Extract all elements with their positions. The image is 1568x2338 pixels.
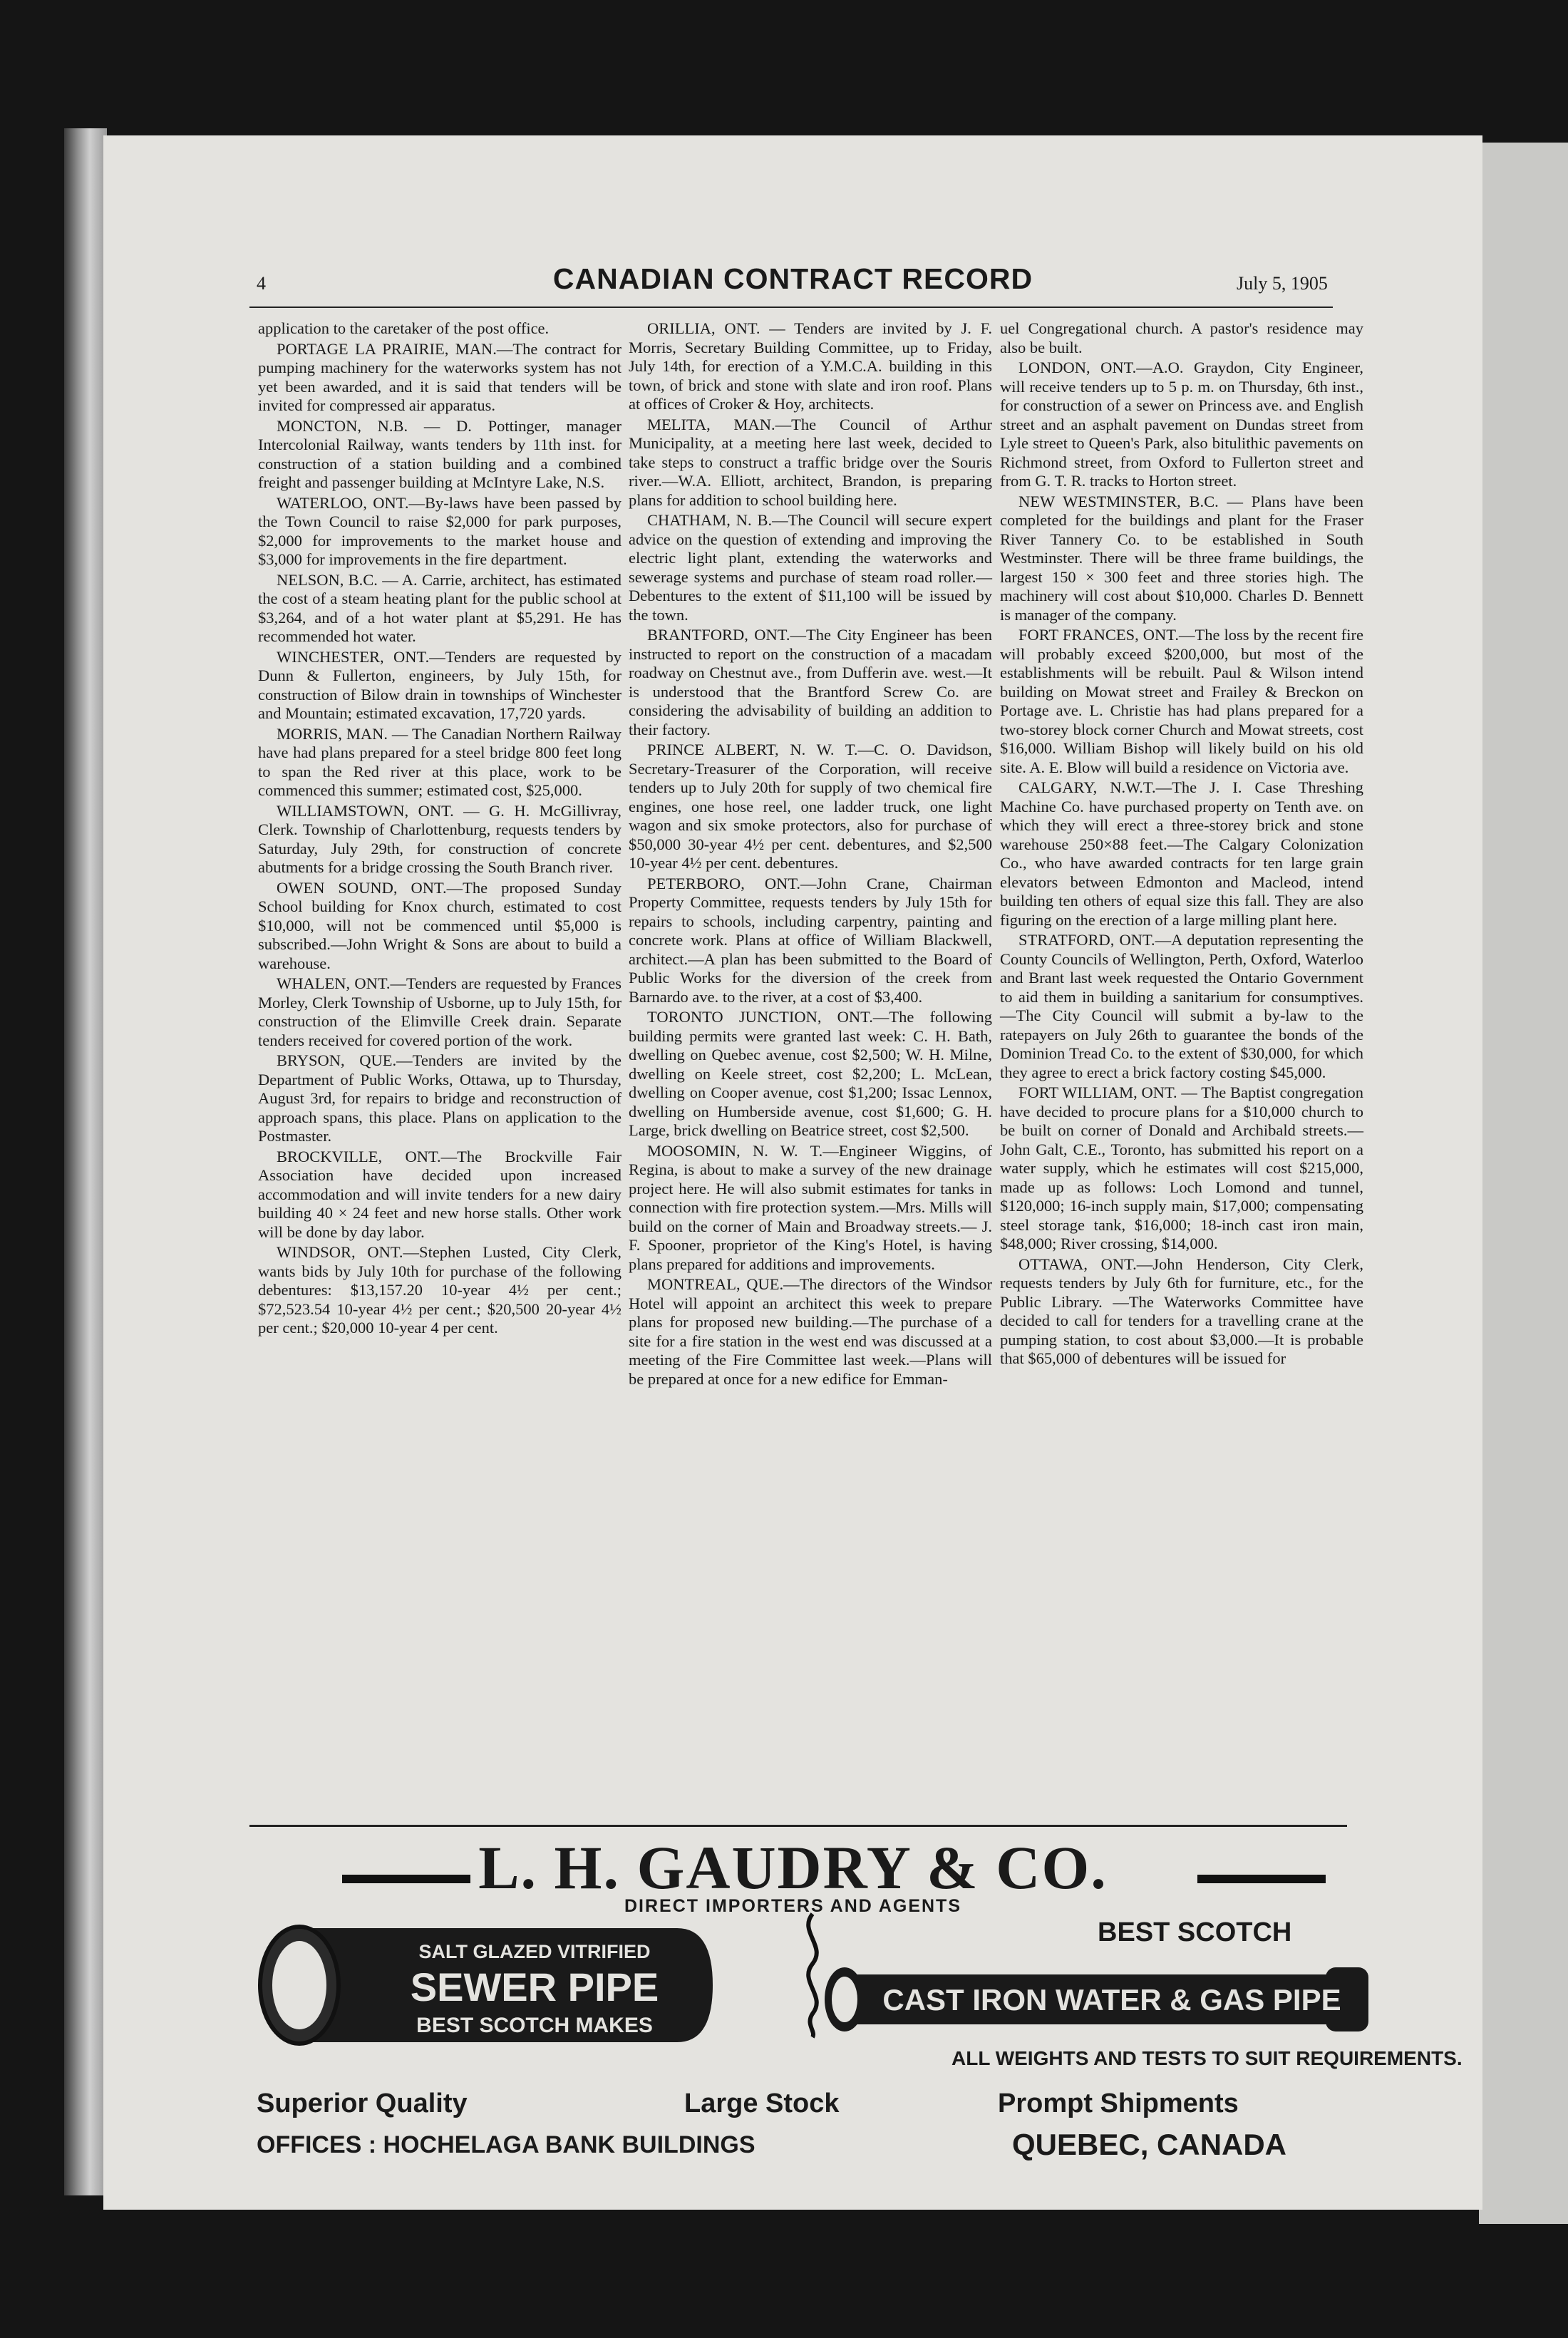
location: QUEBEC, CANADA <box>1012 2128 1287 2161</box>
page-number: 4 <box>257 273 266 294</box>
advertiser-subtitle: DIRECT IMPORTERS AND AGENTS <box>624 1896 961 1916</box>
prompt-shipments: Prompt Shipments <box>998 2089 1239 2118</box>
best-scotch-label: BEST SCOTCH <box>1098 1917 1292 1947</box>
sewer-pipe-illustration <box>257 1914 727 2056</box>
column-3 <box>1000 319 1363 1370</box>
news-item: WILLIAMSTOWN, ONT. — G. H. McGillivray, Clerk. Township of Charlottenburg, requests tenders by Saturday, July 29th, for construction of concrete abutments for a bridge crossing the South Branch river. <box>258 801 621 876</box>
news-item: LONDON, ONT.—A.O. Graydon, City Engineer, will receive tenders up to 5 p. m. on Thursday, 6th inst., for construction of a sewer on Princess ave. and English street and an asphalt pavement on Dundas street from Lyle street to Queen's Park, also bitulithic pavements on Richmond street, from Oxford to Fullerton street and from G. T. R. tracks to Horton street. <box>1000 359 1363 490</box>
header-rule <box>249 307 1333 308</box>
superior-quality: Superior Quality <box>257 2089 468 2118</box>
pipe1-bottom-text: BEST SCOTCH MAKES <box>416 2014 653 2037</box>
news-item: STRATFORD, ONT.—A deputation representing the County Councils of Wellington, Perth, Oxford, Waterloo and Brant last week requested the Ontario Government to aid them in building a sanitarium for consumptives.—The City Council will submit a by-law to the ratepayers on July 26th to guarantee the bonds of the Dominion Tread Co. to the extent of $30,000, for which they agree to erect a brick factory costing $45,000. <box>1000 931 1363 1081</box>
advertiser-name: L. H. GAUDRY & CO. <box>478 1833 1108 1902</box>
news-item: CHATHAM, N. B.—The Council will secure expert advice on the question of extending and improving the electric light plant, extending the waterworks and sewerage systems and purchase of steam road roller.—Debentures to the extent of $11,100 will be issued by the town. <box>629 511 992 624</box>
news-item: application to the caretaker of the post office. <box>258 319 550 337</box>
news-item: FORT FRANCES, ONT.—The loss by the recent fire will probably exceed $200,000, but most of the establishments will be rebuilt. Paul & Wilson intend building on Mowat street and Frailey & Breckon on Portage ave. L. Christie has had plans prepared for a two-storey block corner Church and Mowat streets, cost $16,000. William Bishop will likely build on his old site. A. E. Blow will build a residence on Victoria ave. <box>1000 626 1363 776</box>
book-spine-edge <box>64 128 107 2195</box>
large-stock: Large Stock <box>684 2089 840 2118</box>
news-item: OTTAWA, ONT.—John Henderson, City Clerk, requests tenders by July 6th for furniture, etc., for the Public Library. —The Waterworks Committee have decided to call for tenders for a travelling crane at the pumping station, to cost about $3,000.—It is probable that $65,000 of debentures will be issued for <box>1000 1255 1363 1367</box>
adjacent-page-edge <box>1479 143 1568 2224</box>
column-2 <box>629 319 992 1390</box>
news-item: OWEN SOUND, ONT.—The proposed Sunday School building for Knox church, estimated to cost $10,000, will not be commenced until $5,000 is subscribed.—John Wright & Sons are about to build a warehouse. <box>258 878 621 972</box>
advertisement-rule <box>249 1825 1347 1827</box>
news-item: WHALEN, ONT.—Tenders are requested by Frances Morley, Clerk Township of Usborne, up to July 15th, for construction of the Elimville Creek drain. Separate tenders received for covered portion of the work. <box>258 974 621 1049</box>
news-item: PETERBORO, ONT.—John Crane, Chairman Property Committee, requests tenders by July 15th for repairs to schools, including carpentry, painting and concrete work. Plans at office of William Blackwell, architect.—A plan has been submitted to the Board of Public Works for the diversion of the creek from Barnardo ave. to the river, at a cost of $3,400. <box>629 874 992 1006</box>
column-1 <box>258 319 621 1339</box>
news-item: WATERLOO, ONT.—By-laws have been passed by the Town Council to raise $2,000 for park purposes, $2,000 for improvements to the market house and $3,000 for improvements in the fire department. <box>258 493 621 568</box>
pipe1-top-text: SALT GLAZED VITRIFIED <box>418 1941 651 1962</box>
news-item: MONCTON, N.B. — D. Pottinger, manager Intercolonial Railway, wants tenders by 11th inst. for construction of a station building and a combined freight and passenger building at McIntyre Lake, N.S. <box>258 416 621 491</box>
newspaper-page <box>103 135 1482 2210</box>
cast-iron-pipe-illustration <box>816 1960 1379 2039</box>
news-item: PORTAGE LA PRAIRIE, MAN.—The contract for pumping machinery for the waterworks system has not yet been awarded, and it is said that tenders will be invited for compressed air apparatus. <box>258 339 621 414</box>
page-title: CANADIAN CONTRACT RECORD <box>552 262 1033 295</box>
news-item: MELITA, MAN.—The Council of Arthur Municipality, at a meeting here last week, decided to take steps to construct a traffic bridge over the Souris river.—W.A. Elliott, architect, Brandon, is preparing plans for addition to school building here. <box>629 415 992 509</box>
news-item: NEW WESTMINSTER, B.C. — Plans have been completed for the buildings and plant for the Fraser River Tannery Co. to be established in South Westminster. There will be three frame buildings, the largest 150 × 300 feet and three stories high. The machinery will cost about $10,000. Charles D. Bennett is manager of the company. <box>1000 492 1363 624</box>
offices-address: OFFICES : HOCHELAGA BANK BUILDINGS <box>257 2131 755 2158</box>
pipe1-main-text: SEWER PIPE <box>410 1964 659 2009</box>
news-item: uel Congregational church. A pastor's residence may also be built. <box>1000 319 1363 356</box>
news-item: WINDSOR, ONT.—Stephen Lusted, City Clerk, wants bids by July 10th for purchase of the following debentures: $13,157.20 10-year 4½ per cent.; $72,523.54 10-year 4½ per cent.; $20,500 20-year 4½ per cent.; $20,000 10-year 4 per cent. <box>258 1243 621 1337</box>
news-item: TORONTO JUNCTION, ONT.—The following building permits were granted last week: C. H. Bath, dwelling on Quebec avenue, cost $2,500; W. H. Milne, dwelling on Keele street, cost $2,200; L. McLean, dwelling on Cooper avenue, cost $1,200; Issac Lennox, dwelling on Humberside avenue, cost $1,600; G. H. Large, brick dwelling on Beatrice street, cost $2,500. <box>629 1008 992 1139</box>
weights-note: ALL WEIGHTS AND TESTS TO SUIT REQUIREMENTS. <box>951 2047 1463 2069</box>
news-item: MONTREAL, QUE.—The directors of the Windsor Hotel will appoint an architect this week to prepare plans for proposed new building.—The purchase of a site for a fire station in the west end was discussed at a meeting of the Fire Committee last week.—Plans will be prepared at once for a new edifice for Emman- <box>629 1275 992 1388</box>
pipe2-main-text: CAST IRON WATER & GAS PIPE <box>882 1983 1341 2017</box>
news-item: BROCKVILLE, ONT.—The Brockville Fair Association have decided upon increased accommodation and will invite tenders for a new dairy building 40 × 24 feet and new horse stalls. Other work will be done by day labor. <box>258 1147 621 1241</box>
news-item: WINCHESTER, ONT.—Tenders are requested by Dunn & Fullerton, engineers, by July 15th, for construction of Bilow drain in townships of Winchester and Mountain; estimated excavation, 17,720 yards. <box>258 647 621 722</box>
news-item: ORILLIA, ONT. — Tenders are invited by J. F. Morris, Secretary Building Committee, up to Friday, July 14th, for erection of a Y.M.C.A. building in this town, of brick and stone with slate and iron roof. Plans at offices of Croker & Hoy, architects. <box>629 319 992 413</box>
news-item: FORT WILLIAM, ONT. — The Baptist congregation have decided to procure plans for a $10,000 church to be built on corner of Donald and Archibald streets.—John Galt, C.E., Toronto, has submitted his report on a water supply, which he estimates will cost $215,000, made up as follows: Loch Lomond and tunnel, $120,000; 16-inch supply main, $17,000; compensating steel storage tank, $16,000; 18-inch cast iron main, $48,000; River crossing, $14,000. <box>1000 1083 1363 1252</box>
issue-date: July 5, 1905 <box>1237 273 1328 294</box>
news-item: PRINCE ALBERT, N. W. T.—C. O. Davidson, Secretary-Treasurer of the Corporation, will receive tenders up to July 20th for supply of two chemical fire engines, one hose reel, one ladder truck, one light wagon and six smoke protectors, also for purchase of $50,000 30-year 4½ per cent. debentures, and $2,500 10-year 4½ per cent. debentures. <box>629 741 992 872</box>
news-item: MOOSOMIN, N. W. T.—Engineer Wiggins, of Regina, is about to make a survey of the new drainage project here. He will also submit estimates for tanks in connection with fire protection system.—Mrs. Mills will build on the corner of Main and Broadway streets.— J. F. Spooner, proprietor of the King's Hotel, is having plans prepared for additions and improvements. <box>629 1141 992 1273</box>
news-item: NELSON, B.C. — A. Carrie, architect, has estimated the cost of a steam heating plant for the public school at $3,264, and of a hot water plant at $5,291. He has recommended hot water. <box>258 570 621 645</box>
news-item: BRANTFORD, ONT.—The City Engineer has been instructed to report on the construction of a macadam roadway on Chestnut ave., from Dufferin ave. west.—It is understood that the Brantford Screw Co. are considering the advisability of building an addition to their factory. <box>629 626 992 738</box>
news-item: CALGARY, N.W.T.—The J. I. Case Threshing Machine Co. have purchased property on Tenth ave. on which they will erect a three-storey brick and stone warehouse 250×88 feet.—The Calgary Colonization Co., who have awarded contracts for ten large grain elevators between Edmonton and Macleod, intend building ten others of equal size this fall. They are also figuring on the erection of a large milling plant here. <box>1000 778 1363 929</box>
news-item: MORRIS, MAN. — The Canadian Northern Railway have had plans prepared for a steel bridge 800 feet long to span the Red river at this place, work to be commenced this summer; estimated cost, $25,000. <box>258 724 621 799</box>
news-item: BRYSON, QUE.—Tenders are invited by the Department of Public Works, Ottawa, up to Thursday, August 3rd, for repairs to bridge and reconstruction of approach spans, this place. Plans on application to the Postmaster. <box>258 1051 621 1145</box>
